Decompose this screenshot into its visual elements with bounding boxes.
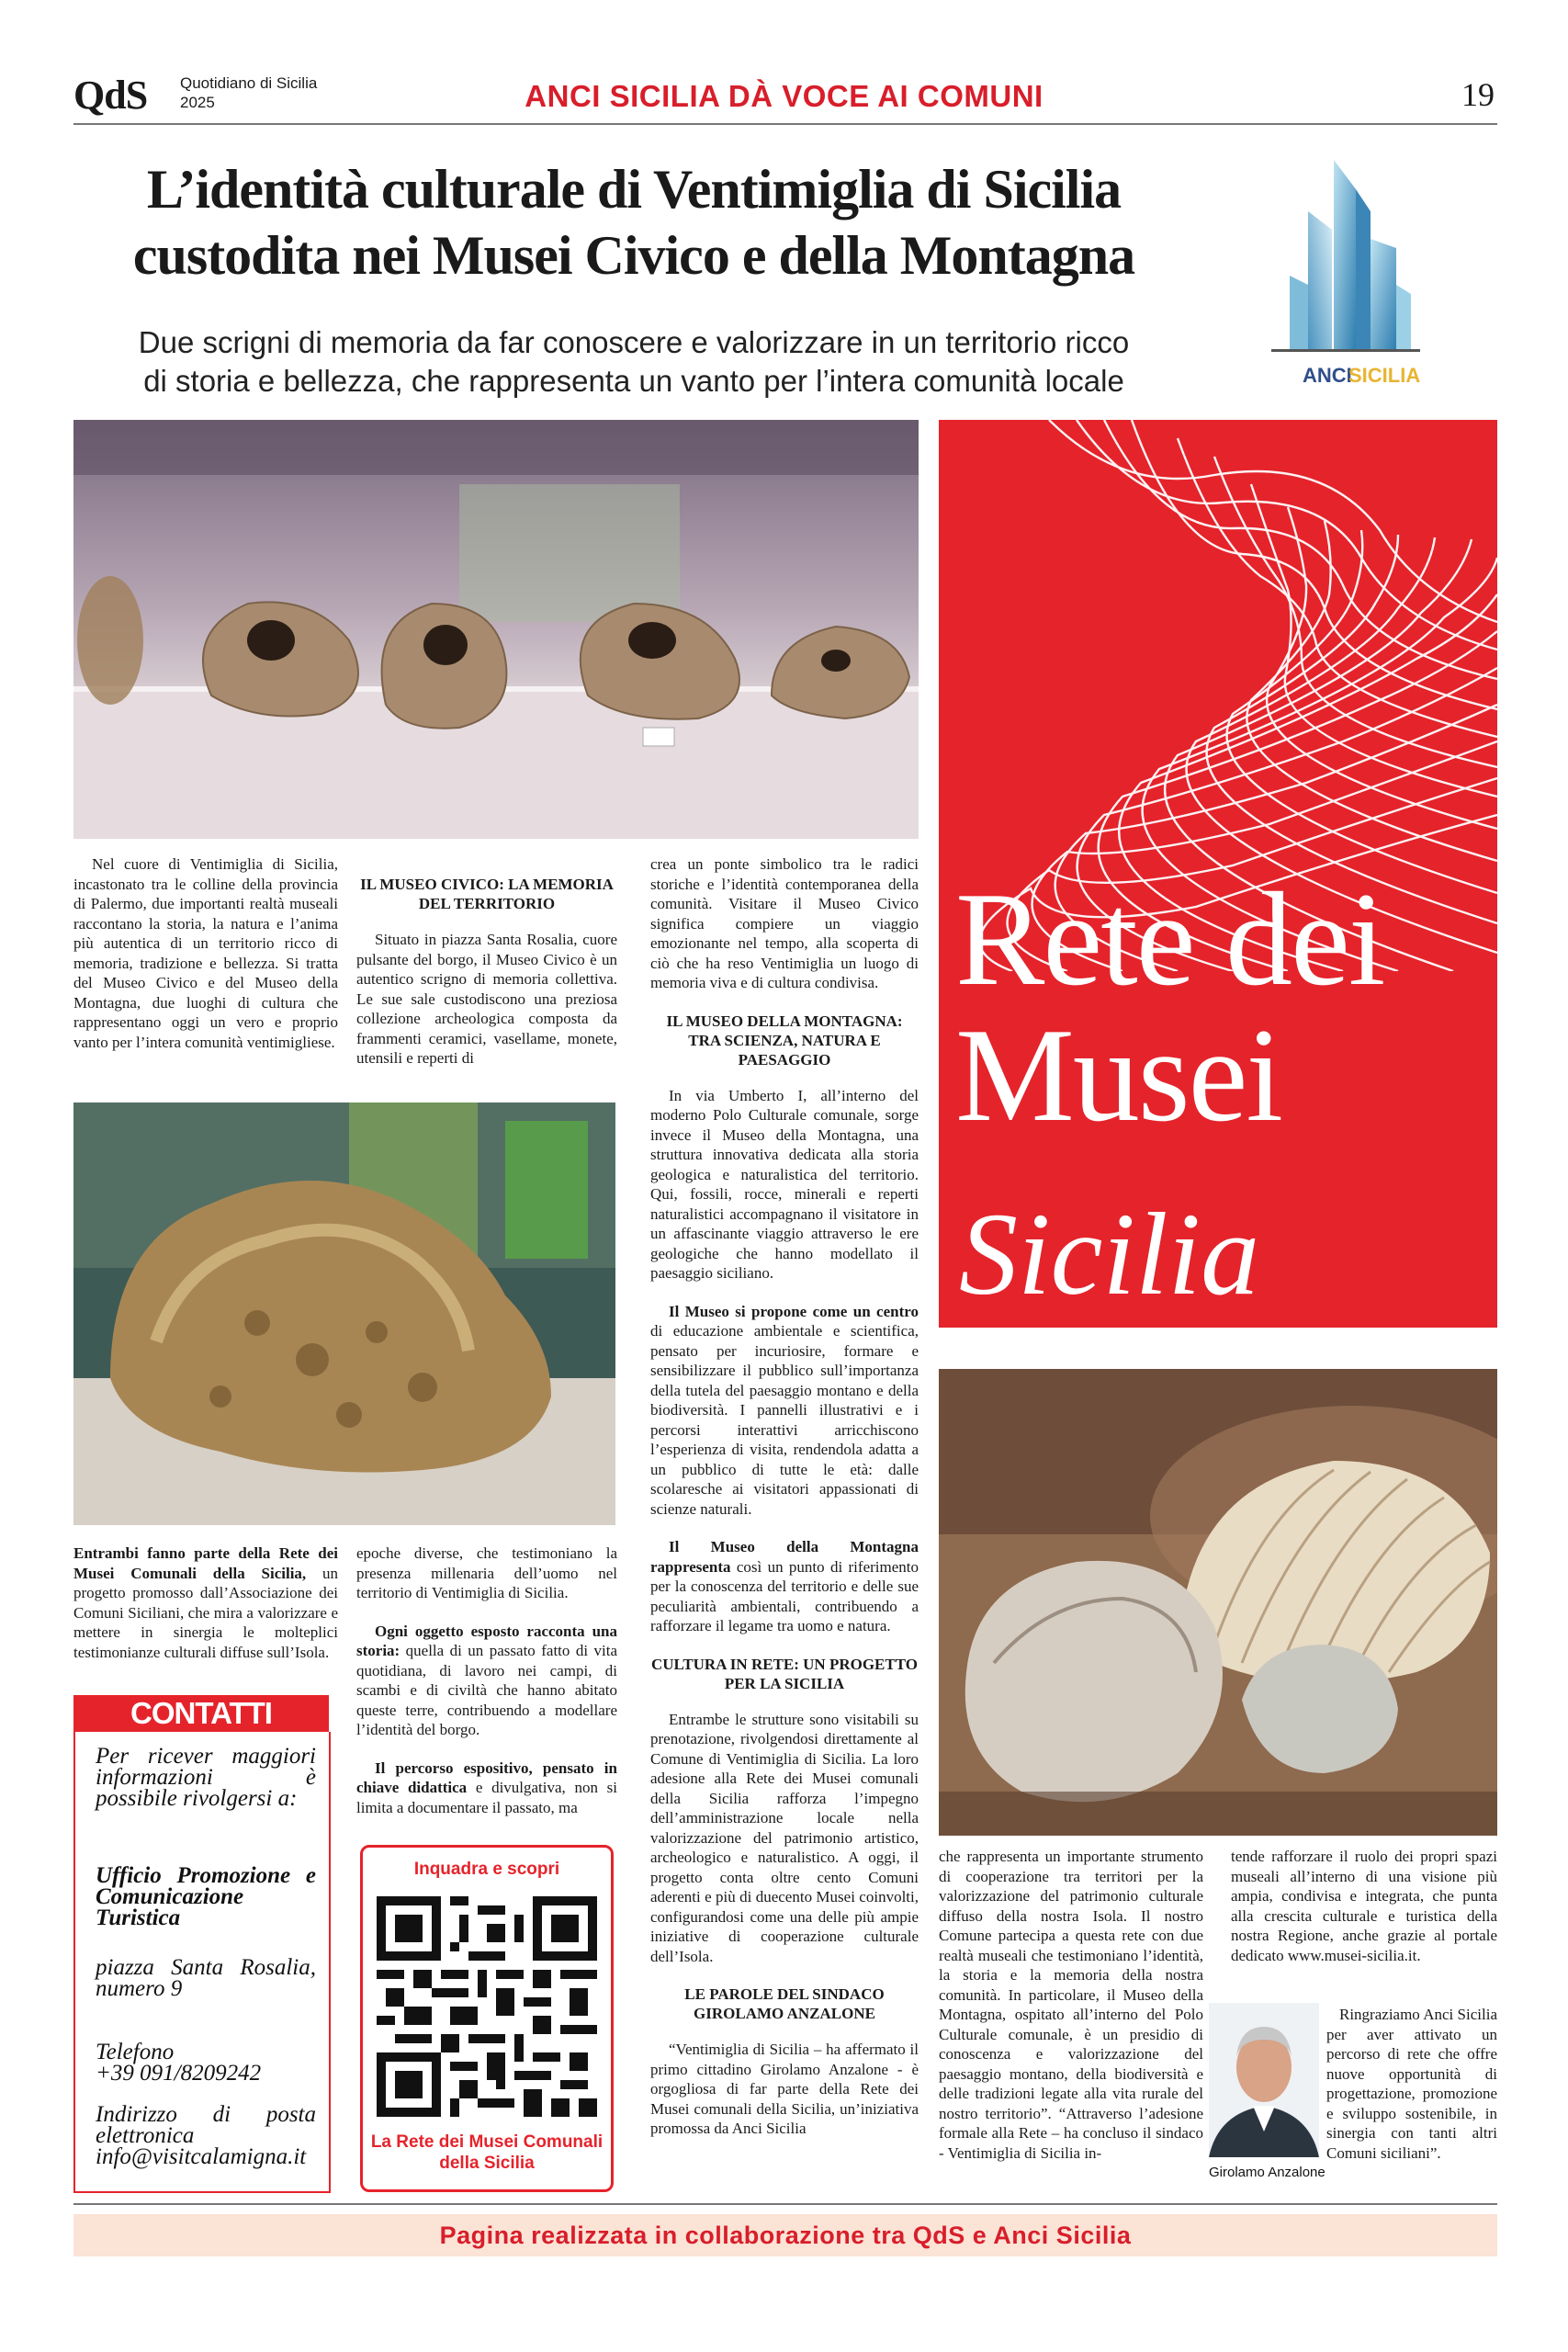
article-headline [73,156,1194,288]
subheading-cultura-in-rete: CULTURA IN RETE: UN PROGETTO PER LA SICILIA [650,1655,918,1692]
article-column-1 [73,854,338,1052]
page-number: 19 [1461,76,1495,113]
strutture-paragraph: Entrambe le strutture sono visitabili su prenotazione, rivolgendosi direttamente al Comune di Ventimiglia di Sicilia. La loro adesione alla Rete dei Musei comunali della Sicilia rafforza l’impegno dell’amministrazione locale nella valorizzazione del patrimonio artistico, archeologico e naturalistico. A oggi, il progetto conta oltre cento Comuni aderenti e più di duecento Musei coinvolti, configurandosi come una delle più ampie iniziative di cooperazione culturale dell’Isola. [650,1710,919,1965]
header-rule [73,123,1497,125]
rete-strumento-paragraph: che rappresenta un importante strumento di cooperazione tra territori per la valorizzazione del patrimonio culturale diffuso della nostra Isola. Il nostro Comune partecipa a questa rete con due realtà museali che testimoniano l’identità, la storia e la memoria della nostra comunità. In particolare, il Museo della Montagna, ospitato all’interno del Polo Culturale comunale, è un presidio di conoscenza e valorizzazione del paesaggio montano, della biodiversità e delle tradizioni legate alla vita rurale del nostro territorio”. “Attraverso l’adesione formale alla Rete – ha concluso il sindaco - Ventimiglia di Sicilia in- [939,1848,1203,2162]
contatti-office-text: Ufficio Promozione e Comunicazione Turistica [96,1863,316,1930]
rete-title [955,865,1384,1149]
contatti-office [96,1865,316,1928]
headline-line-1: L’identità culturale di Ventimiglia di Sicilia [146,159,1122,220]
percorso-text: e divulgativa, non si limita a documentare il passato, ma [356,1779,617,1816]
riferimento-paragraph [650,1537,919,1636]
centro-bold: Il Museo si propone come un centro [669,1302,919,1320]
riferimento-bold: Il Museo della Montagna rappresenta [650,1538,919,1576]
subheadline-line-1: Due scrigni di memoria da far conoscere e valorizzare in un territorio ricco [138,325,1130,359]
contatti-title: CONTATTI [73,1695,329,1732]
rete-text: un progetto promosso dall’Associazione dei Comuni Siciliani, che mira a valorizzare e mettere in sinergia le molteplici testimonianze culturali diffuse sull’Isola. [73,1564,338,1661]
article-column-4 [939,1847,1203,2163]
contatti-email[interactable]: info@visitcalamigna.it [96,2144,307,2169]
percorso-paragraph [356,1758,617,1818]
article-subheadline [73,323,1194,401]
subheadline-line-2: di storia e bellezza, che rappresenta un vanto per l’intera comunità locale [143,364,1124,398]
rete-line-3: Sicilia [959,1189,1260,1319]
subheading-sindaco: LE PAROLE DEL SINDACO GIROLAMO ANZALONE [684,1985,885,2022]
masthead-year: 2025 [180,94,215,111]
contatti-phone[interactable]: +39 091/8209242 [96,2061,262,2086]
rete-line-1: Rete dei [955,865,1384,1013]
museo-civico-paragraph: Situato in piazza Santa Rosalia, cuore pulsante del borgo, il Museo Civico è un autentico scrigno di memoria collettiva. Le sue sale custodiscono una preziosa collezione archeologica composta da frammenti ceramici, vasellame, monete, utensili e reperti di [356,931,617,1067]
riferimento-text: così un punto di riferimento per la conoscenza del territorio e delle sue peculiarità ambientali, contribuendo a rafforzare il legame tra uomo e natura. [650,1557,919,1634]
mayor-caption: Girolamo Anzalone [1209,2165,1325,2180]
photo-oil-lamps [73,420,919,839]
subheading-museo-civico: IL MUSEO CIVICO: LA MEMORIA DEL TERRITORIO [360,876,614,912]
anci-text: ANCI [1303,364,1352,387]
rete-line-2: Musei [955,1001,1281,1149]
contatti-intro: Per ricever maggiori informazioni è possibile rivolgersi a: [96,1744,316,1811]
contatti-address: piazza Santa Rosalia, numero 9 [96,1955,316,2001]
section-title: ANCI SICILIA DÀ VOCE AI COMUNI [525,79,1043,113]
article-column-2-lower [356,1544,617,1817]
photo-fossil [73,1102,615,1525]
oggetto-paragraph [356,1622,617,1740]
ponte-paragraph: crea un ponte simbolico tra le radici storiche e l’identità contemporanea della comunità. Visitare il Museo Civico significa compiere un viaggio emozionante nel tempo, alla scoperta di ciò che ha reso Ventimiglia un luogo di memoria viva e di cultura condivisa. [650,855,919,991]
qds-logo: QdS [73,73,148,118]
mayor-photo [1209,2003,1319,2157]
intro-paragraph: Nel cuore di Ventimiglia di Sicilia, incastonato tra le colline della provincia di Palermo, due importanti realtà museali raccontano la storia, la natura e l’anima più autentica di un territorio ricco di memoria, tradizione e bellezza. Si tratta del Museo Civico e del Museo della Montagna, due luoghi di cultura che rappresentano oggi un vero e proprio vanto per l’intera comunità ventimigliese. [73,855,338,1051]
anci-sicilia-logo [1268,156,1424,395]
qr-bottom-label: La Rete dei Musei Comunali della Sicilia [370,2132,604,2173]
rete-paragraph [73,1544,338,1662]
qr-code-icon[interactable] [377,1896,597,2117]
footer-rule [73,2203,1497,2205]
epoche-paragraph: epoche diverse, che testimoniano la presenza millenaria dell’uomo nel territorio di Ventimiglia di Sicilia. [356,1544,617,1601]
percorso-bold: Il percorso espositivo, pensato in chiave didattica [356,1758,617,1796]
oggetto-bold: Ogni oggetto esposto racconta una storia: [356,1622,617,1659]
headline-line-2: custodita nei Musei Civico e della Montagna [132,225,1135,286]
museo-montagna-paragraph: In via Umberto I, all’interno del moderno Polo Culturale comunale, sorge invece il Museo della Montagna, una struttura innovativa dedicata alla storia geologica e naturalistica del territorio. Qui, fossili, rocce, minerali e reperti naturalistici accompagnano il visitatore in un affascinante viaggio attraverso le ere geologiche che hanno modellato il paesaggio siciliano. [650,1086,919,1282]
article-column-1-lower [73,1544,338,1662]
photo-shells [939,1369,1497,1836]
skyscraper-icon [1268,156,1424,395]
visione-paragraph: tende rafforzare il ruolo dei propri spazi museali all’interno di una visione più ampia, condivisa e integrata, che punta alla crescita culturale e turistica della nostra Regione, anche grazie al portale dedicato www.musei-sicilia.it. [1231,1848,1497,1964]
article-column-5-top [1231,1847,1497,1965]
subheading-museo-montagna: IL MUSEO DELLA MONTAGNA: TRA SCIENZA, NATURA E PAESAGGIO [666,1012,903,1069]
rete-bold: Entrambi fanno parte della Rete dei Musei Comunali della Sicilia, [73,1544,338,1582]
centro-text: di educazione ambientale e scientifica, pensato per incuriosire, formare e sensibilizzare il pubblico sull’importanza della tutela del paesaggio montano e della biodiversità. I pannelli illustrativi e i percorsi interattivi arricchiscono l’esperienza di visita, rendendola adatta a un pubblico di tutte le età: dalle scolaresche ai visitatori appassionati di scienze naturali. [650,1322,919,1518]
contatti-phone-label: Telefono [96,2040,175,2064]
centro-paragraph [650,1302,919,1520]
masthead-name: Quotidiano di Sicilia [180,74,318,92]
article-column-2 [356,854,617,1069]
footer-collaboration: Pagina realizzata in collaborazione tra QdS e Anci Sicilia [73,2214,1497,2256]
ringraziamento-paragraph: Ringraziamo Anci Sicilia per aver attivato un percorso di rete che offre nuove opportunità di progettazione, promozione e sviluppo sostenibile, in sinergia con tanti altri Comuni siciliani”. [1326,2006,1497,2162]
article-column-5-lower [1326,2005,1497,2163]
contatti-email-label: Indirizzo di posta elettronica [96,2102,316,2148]
sindaco-paragraph: “Ventimiglia di Sicilia – ha affermato il primo cittadino Girolamo Anzalone - è orgogliosa di far parte della Rete dei Musei comunali della Sicilia, un’iniziativa promossa da Anci Sicilia [650,2041,919,2137]
sicilia-text: SICILIA [1348,364,1421,387]
oggetto-text: quella di un passato fatto di vita quotidiana, di lavoro nei campi, di scambi e di civiltà che hanno abitato queste terre, contribuendo a modellare l’identità del borgo. [356,1642,617,1738]
article-column-3 [650,854,919,2139]
qr-top-label: Inquadra e scopri [413,1860,560,1879]
